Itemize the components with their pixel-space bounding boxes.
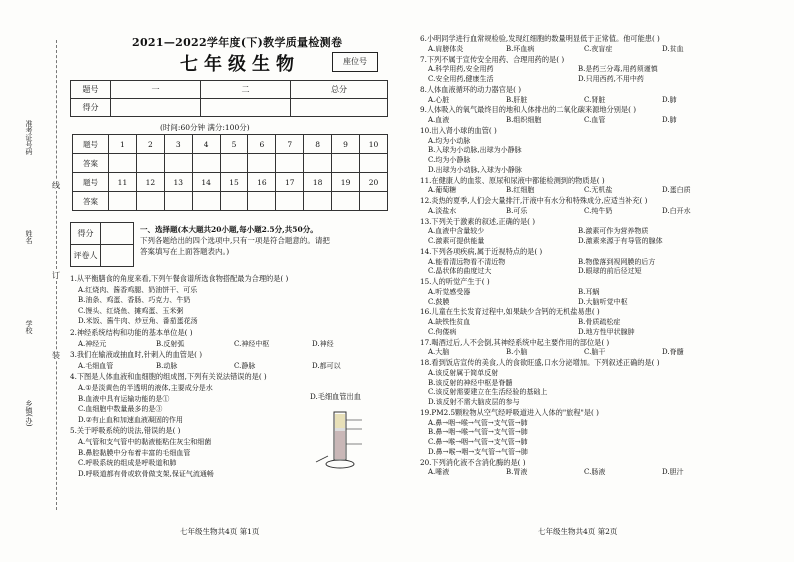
answer-option[interactable]: D.脊髓 <box>662 348 684 357</box>
exam-title: 2021—2022学年度(下)教学质量检测卷 <box>132 36 343 49</box>
answer-option[interactable]: C.无机盐 <box>584 186 613 195</box>
answer-option[interactable]: D.鼻→喉→咽→支气管→气管→肺 <box>428 447 528 456</box>
answer-option[interactable]: A.肩膀体炎 <box>428 44 464 53</box>
question-stem: 20.下列消化液不含消化酶的是( ) <box>420 457 526 467</box>
answer-option[interactable]: B.油条、鸡蛋、香肠、巧克力、牛奶 <box>78 296 191 305</box>
answer-option[interactable]: D.眼球的前后径过短 <box>578 267 642 276</box>
question-number-cell: 8 <box>304 135 332 154</box>
answer-option[interactable]: B.是药三分毒,用药须谨慎 <box>578 65 658 74</box>
score-cell: 总分 <box>291 81 388 99</box>
answer-option[interactable]: D.米饭、酱牛肉、炒豆角、番茄蛋花汤 <box>78 317 198 326</box>
answer-option[interactable]: C.均为小静脉 <box>428 156 471 164</box>
question-number-cell: 3 <box>164 135 192 154</box>
grid-row-label: 题号 <box>73 135 109 154</box>
id-number-label: 准考证号码 <box>25 120 33 155</box>
answer-option[interactable]: B.入球为小动脉,出球为小静脉 <box>428 146 522 155</box>
grader-score-cell[interactable] <box>101 223 134 245</box>
answer-option[interactable]: C.鼻→喉→咽→气管→支气管→肺 <box>428 438 528 446</box>
page-two <box>420 28 755 548</box>
score-cell[interactable] <box>291 99 388 117</box>
question-stem: 3.我们在输液或抽血时,针刺入的血管是( ) <box>70 350 203 360</box>
grid-row-label: 题号 <box>73 173 109 192</box>
seal-word-line: 线 <box>52 181 60 190</box>
question-stem: 15.人的听觉产生于( ) <box>420 277 490 286</box>
answer-option[interactable]: A.血液 <box>428 116 450 124</box>
question-stem: 9.人体吸入的氧气最终目的地和人体排出的二氧化碳来源地分别是( ) <box>420 105 637 115</box>
score-cell: 题号 <box>71 81 111 99</box>
answer-option[interactable]: D.蛋白质 <box>662 186 691 195</box>
question-number-cell: 18 <box>304 173 332 192</box>
answer-option[interactable]: A.听觉感受器 <box>428 287 471 296</box>
answer-option[interactable]: C.肠液 <box>584 468 606 477</box>
answer-option[interactable]: A.红烧肉、酱香鸡腿、奶油饼干、可乐 <box>78 285 198 294</box>
answer-option[interactable]: B.组织细胞 <box>506 116 542 124</box>
grid-row-label: 答案 <box>73 192 109 211</box>
answer-option[interactable]: B.坏血病 <box>506 44 535 53</box>
answer-option[interactable]: C.鼓膜 <box>428 297 450 306</box>
score-cell[interactable] <box>201 99 291 117</box>
question-number-cell: 2 <box>136 135 164 154</box>
question-stem: 1.从平衡膳食的角度来看,下列午餐食谱所选食物搭配最为合理的是( ) <box>70 274 289 283</box>
school-label: 学校 <box>25 320 33 334</box>
question-stem: 11.在健康人的血浆、原尿和尿液中都能检测到的物质是( ) <box>420 175 605 185</box>
section-instruction: 答案填写在上面答题表内。) <box>140 247 230 256</box>
question-stem: 12.炎热的夏季,人们会大量排汗,汗液中有水分和特殊成分,应适当补充( ) <box>420 196 648 205</box>
answer-option[interactable]: D.地方性甲状腺肿 <box>578 327 635 336</box>
answer-option[interactable]: D.都可以 <box>312 361 341 370</box>
answer-option[interactable]: B.骨质疏松症 <box>578 318 621 326</box>
answer-option[interactable]: D.神经 <box>312 339 334 348</box>
answer-option[interactable]: D.②有止血和加速血液凝固的作用 <box>78 415 183 424</box>
score-cell[interactable] <box>111 99 201 117</box>
answer-option[interactable]: D.胆汁 <box>662 468 684 477</box>
question-stem: 6.小明同学进行血常规检验,发现红细胞的数量明显低于正常值。他可能患( ) <box>420 34 660 43</box>
answer-option[interactable]: B.动脉 <box>156 361 178 370</box>
answer-cell[interactable] <box>360 192 388 211</box>
answer-option[interactable]: B.小脑 <box>506 348 528 357</box>
question-stem: 7.下列不属于宣传安全用药、合理用药的是( ) <box>420 54 565 64</box>
question-number-cell: 7 <box>276 135 304 154</box>
seal-word-order: 订 <box>52 271 60 280</box>
answer-cell[interactable] <box>136 154 164 173</box>
answer-option[interactable]: D.只用西药,不用中药 <box>578 75 644 83</box>
answer-option[interactable]: A.鼻→咽→喉→气管→支气管→肺 <box>428 418 528 427</box>
question-stem: 13.下列关于激素的叙述,正确的是( ) <box>420 216 536 226</box>
question-stem: 4.下图是人体血液和血细胞的组成图,下列有关说法错误的是( ) <box>70 372 267 382</box>
answer-cell[interactable] <box>164 192 192 211</box>
answer-option[interactable]: A.神经元 <box>78 339 107 348</box>
answer-cell[interactable] <box>164 154 192 173</box>
score-cell: 一 <box>111 81 201 99</box>
question-number-cell: 13 <box>164 173 192 192</box>
answer-option[interactable]: B.物像落到视网膜的后方 <box>578 257 656 266</box>
answer-option[interactable]: A.能看清远物看不清近物 <box>428 257 506 266</box>
time-info: (时间:60分钟 满分:100分) <box>160 123 250 132</box>
answer-cell[interactable] <box>276 192 304 211</box>
answer-option[interactable]: C.静脉 <box>234 361 256 370</box>
blood-tube-diagram <box>310 404 380 474</box>
name-label: 姓名 <box>25 230 33 244</box>
answer-option[interactable]: D.大脑听觉中枢 <box>578 297 628 306</box>
answer-option[interactable]: B.激素可作为营养物质 <box>578 227 649 236</box>
page-footer: 七年级生物共4页 第2页 <box>538 527 618 536</box>
question-stem: 5.关于呼吸系统的说法,错误的是( ) <box>70 426 181 436</box>
answer-cell[interactable] <box>220 192 248 211</box>
answer-cell[interactable] <box>304 192 332 211</box>
answer-option[interactable]: D.呼吸道都有骨或软骨做支架,保证气流通畅 <box>78 469 214 478</box>
question-stem: 2.神经系统结构和功能的基本单位是( ) <box>70 328 193 337</box>
answer-option[interactable]: D.该反射不需大脑皮层的参与 <box>428 398 520 406</box>
answer-option[interactable]: B.耳蜗 <box>578 287 600 296</box>
question-number-cell: 5 <box>220 135 248 154</box>
answer-cell[interactable] <box>276 154 304 173</box>
question-number-cell: 14 <box>192 173 220 192</box>
answer-option[interactable]: A.均为小动脉 <box>428 136 471 145</box>
question-number-cell: 15 <box>220 173 248 192</box>
answer-cell[interactable] <box>109 154 137 173</box>
answer-option[interactable]: B.红细胞 <box>506 186 535 195</box>
answer-option[interactable]: C.晶状体的曲度过大 <box>428 267 492 276</box>
answer-option[interactable]: D.肺 <box>662 95 677 104</box>
answer-option[interactable]: B.胃液 <box>506 468 528 477</box>
grader-score-label: 得分 <box>71 223 101 245</box>
answer-cell[interactable] <box>332 192 360 211</box>
answer-option[interactable]: B.该反射的神经中枢是脊髓 <box>428 378 513 387</box>
score-cell: 二 <box>201 81 291 99</box>
answer-cell[interactable] <box>248 154 276 173</box>
answer-option[interactable]: A.缺铁性贫血 <box>428 318 471 326</box>
answer-option[interactable]: C.血细胞中数量最多的是③ <box>78 405 163 414</box>
answer-cell[interactable] <box>192 192 220 211</box>
answer-option[interactable]: D.贫血 <box>662 44 684 53</box>
answer-cell[interactable] <box>109 192 137 211</box>
answer-option[interactable]: D.激素来源于有导管的腺体 <box>578 237 663 245</box>
answer-cell[interactable] <box>192 154 220 173</box>
answer-option[interactable]: B.血液中具有运输功能的是① <box>78 394 170 403</box>
answer-option[interactable]: C.肾脏 <box>584 95 606 104</box>
answer-option[interactable]: D.出球为小动脉,入球为小静脉 <box>428 165 522 174</box>
question-stem: 10.出入肾小球的血管( ) <box>420 125 497 135</box>
answer-option[interactable]: C.安全用药,健康生活 <box>428 75 494 83</box>
answer-option[interactable]: C.该反射需要建立在生活经验的基础上 <box>428 388 548 397</box>
question-number-cell: 9 <box>332 135 360 154</box>
answer-cell[interactable] <box>220 154 248 173</box>
section-header <box>140 224 390 257</box>
subject-title: 七年级生物 <box>180 54 300 75</box>
question-number-cell: 11 <box>109 173 137 192</box>
answer-option[interactable]: D.肺 <box>662 116 677 124</box>
answer-option[interactable]: C.激素可提供能量 <box>428 237 485 245</box>
answer-cell[interactable] <box>248 192 276 211</box>
score-cell: 得分 <box>71 99 111 117</box>
seat-number-box[interactable]: 座位号 <box>332 52 378 72</box>
answer-grid <box>72 134 388 211</box>
section-title: 一、选择题(本大题共20小题,每小题2.5分,共50分。 <box>140 225 318 234</box>
page-one <box>70 28 400 548</box>
town-label: 乡镇(办) <box>25 400 33 427</box>
answer-option[interactable]: A.大脑 <box>428 348 450 357</box>
diagram-caption: D.毛细血管出血 <box>310 392 361 401</box>
grid-row-label: 答案 <box>73 154 109 173</box>
seal-word-pack: 装 <box>52 351 60 360</box>
grader-name-label: 评卷人 <box>71 245 101 267</box>
question-number-cell: 12 <box>136 173 164 192</box>
answer-option[interactable]: A.葡萄糖 <box>428 186 457 195</box>
answer-option[interactable]: A.淡盐水 <box>428 206 457 215</box>
answer-option[interactable]: C.脑干 <box>584 348 606 357</box>
question-stem: 17.喝酒过后,人不会倒,其神经系统中起主要作用的部位是( ) <box>420 337 610 347</box>
question-number-cell: 17 <box>276 173 304 192</box>
answer-cell[interactable] <box>136 192 164 211</box>
question-number-cell: 19 <box>332 173 360 192</box>
answer-option[interactable]: A.毛细血管 <box>78 361 114 370</box>
answer-option[interactable]: C.佝偻病 <box>428 327 457 336</box>
question-number-cell: 16 <box>248 173 276 192</box>
section-instruction: 下列各题给出的四个选项中,只有一项是符合题意的。请把 <box>140 236 330 245</box>
answer-option[interactable]: A.唾液 <box>428 468 450 477</box>
answer-option[interactable]: B.反射弧 <box>156 339 185 348</box>
question-number-cell: 20 <box>360 173 388 192</box>
score-table <box>70 80 388 117</box>
answer-option[interactable]: B.鼻腔黏膜中分布着丰富的毛细血管 <box>78 448 191 457</box>
question-stem: 18.看到饭店宣传的美食,人的食欲旺盛,口水分泌增加。下列叙述正确的是( ) <box>420 358 660 367</box>
answer-option[interactable]: A.气管和支气管中的黏液能粘住灰尘和细菌 <box>78 438 212 446</box>
question-stem: 19.PM2.5颗粒物从空气经呼吸道进入人体的"旅程"是( ) <box>420 407 599 417</box>
grader-box <box>70 222 134 267</box>
answer-option[interactable]: C.血管 <box>584 116 606 124</box>
question-number-cell: 1 <box>109 135 137 154</box>
question-number-cell: 10 <box>360 135 388 154</box>
answer-option[interactable]: B.鼻→咽→喉→气管→支气管→肺 <box>428 428 528 437</box>
answer-option[interactable]: A.心脏 <box>428 95 450 104</box>
answer-cell[interactable] <box>360 154 388 173</box>
grader-name-cell[interactable] <box>101 245 134 267</box>
answer-option[interactable]: C.纯牛奶 <box>584 206 613 215</box>
answer-option[interactable]: D.白开水 <box>662 206 691 215</box>
question-number-cell: 6 <box>248 135 276 154</box>
answer-cell[interactable] <box>332 154 360 173</box>
answer-option[interactable]: A.科学用药,安全用药 <box>428 65 494 74</box>
answer-option[interactable]: A.①是淡黄色的半透明的液体,主要成分是水 <box>78 384 213 392</box>
answer-option[interactable]: A.该反射属于简单反射 <box>428 368 499 377</box>
question-stem: 8.人体血液循环的动力器官是( ) <box>420 84 522 94</box>
question-stem: 16.儿童在生长发育过程中,如果缺少含钙的无机盐易患( ) <box>420 307 600 317</box>
answer-option[interactable]: C.呼吸系统的组成是呼吸道和肺 <box>78 459 177 468</box>
answer-option[interactable]: B.肝脏 <box>506 95 528 104</box>
answer-cell[interactable] <box>304 154 332 173</box>
question-stem: 14.下列各项疾病,属于近视特点的是( ) <box>420 246 543 256</box>
question-number-cell: 4 <box>192 135 220 154</box>
page-footer: 七年级生物共4页 第1页 <box>180 527 260 536</box>
answer-option[interactable]: A.血液中含量较少 <box>428 227 485 236</box>
answer-option[interactable]: C.神经中枢 <box>234 339 270 348</box>
answer-option[interactable]: C.馒头、红烧鱼、摊鸡蛋、玉米粥 <box>78 306 184 315</box>
answer-option[interactable]: B.可乐 <box>506 206 528 215</box>
answer-option[interactable]: C.夜盲症 <box>584 44 613 53</box>
